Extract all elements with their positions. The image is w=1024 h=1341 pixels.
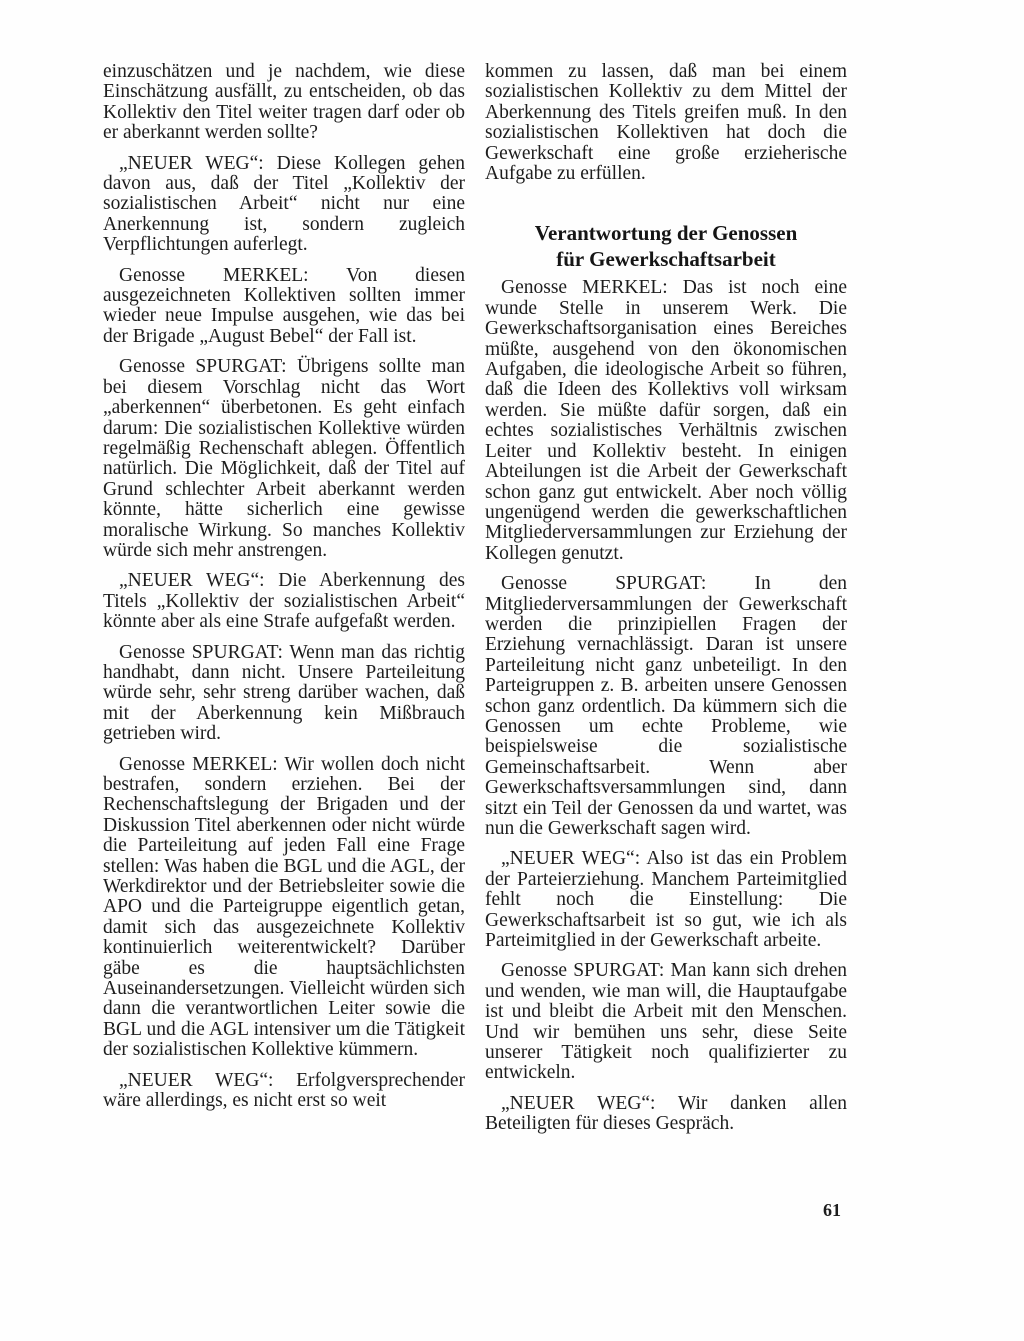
paragraph: „NEUER WEG“: Die Aberkennung des Titels „Kollektiv der sozialistischen Arbeit“ könnte aber als eine Strafe aufgefaßt werden.: [103, 570, 465, 633]
section-heading: [485, 220, 847, 272]
paragraph: Genosse SPURGAT: Übrigens sollte man bei diesem Vorschlag nicht das Wort „aberkennen“ überbetonen. Es geht einfach darum: Die sozialistischen Kollektive würden regelmäßig Rechenschaft ablegen. Öffentlich natürlich. Die Möglichkeit, daß der Titel auf Grund schlechter Arbeit aberkannt werden könnte, hätte sicherlich eine gewisse moralische Wirkung. So manches Kollektiv würde sich mehr anstrengen.: [103, 356, 465, 561]
paragraph: Genosse MERKEL: Das ist noch eine wunde Stelle in unserem Werk. Die Gewerkschaftsorganisation eines Bereiches müßte, ausgehend von den ökonomischen Aufgaben, die ideologische Arbeit so führen, daß die Ideen des Kollektivs voll wirksam werden. Sie müßte dafür sorgen, daß ein echtes sozialistisches Verhältnis zwischen Leiter und Kollektiv besteht. In einigen Abteilungen ist die Arbeit der Gewerkschaft schon ganz gut entwickelt. Aber noch völlig ungenügend werden die gewerkschaftlichen Mitgliederversammlungen zur Erziehung der Kollegen genutzt.: [485, 277, 847, 564]
paragraph: „NEUER WEG“: Diese Kollegen gehen davon aus, daß der Titel „Kollektiv der sozialistischen Arbeit“ nicht nur eine Anerkennung ist, sondern zugleich Verpflichtungen auferlegt.: [103, 152, 465, 256]
section-heading-line-2: für Gewerkschaftsarbeit: [556, 247, 776, 272]
paragraph: „NEUER WEG“: Wir danken allen Beteiligten für dieses Gespräch.: [485, 1092, 847, 1135]
paragraph-continued: einzuschätzen und je nachdem, wie diese Einschätzung ausfällt, zu entscheiden, ob das Kollektiv den Titel weiter tragen darf oder ob er aberkannt werden sollte?: [103, 61, 465, 144]
paragraph: Genosse MERKEL: Wir wollen doch nicht bestrafen, sondern erziehen. Bei der Rechenschaftslegung der Brigaden und der Diskussion Titel aberkennen oder nicht würde die Parteileitung auf jeden Fall eine Frage stellen: Was haben die BGL und die AGL, der Werkdirektor und der Betriebsleiter sowie die APO und die Parteigruppe eigentlich getan, damit sich das ausgezeichnete Kollektiv kontinuierlich weiterentwickelt? Darüber gäbe es die hauptsächlichsten Auseinandersetzungen. Vielleicht würden sich dann die verantwortlichen Leiter sowie die BGL und die AGL intensiver um die Tätigkeit der sozialistischen Kollektive kümmern.: [103, 753, 465, 1061]
paragraph: Genosse MERKEL: Von diesen ausgezeichneten Kollektiven sollten immer wieder neue Impulse ausgehen, wie das bei der Brigade „August Bebel“ der Fall ist.: [103, 264, 465, 347]
paragraph: Genosse SPURGAT: In den Mitgliederversammlungen der Gewerkschaft werden die prinzipiellen Fragen der Erziehung vernachlässigt. Daran ist unsere Parteileitung nicht ganz unbeteiligt. In den Parteigruppen z. B. arbeiten unsere Genossen schon ganz ordentlich. Da kümmern sich die Genossen um echte Probleme, wie beispielsweise die sozialistische Gemeinschaftsarbeit. Wenn aber Gewerkschaftsversammlungen sind, dann sitzt ein Teil der Genossen da und wartet, was nun die Gewerkschaft sagen wird.: [485, 573, 847, 839]
paragraph: Genosse SPURGAT: Wenn man das richtig handhabt, dann nicht. Unsere Parteileitung würde sehr, sehr streng darüber wachen, daß mit der Aberkennung kein Mißbrauch getrieben wird.: [103, 641, 465, 745]
right-column: [485, 62, 847, 1145]
paragraph: „NEUER WEG“: Erfolgversprechender wäre allerdings, es nicht erst so weit: [103, 1069, 465, 1112]
page-number: 61: [823, 1200, 841, 1220]
paragraph: „NEUER WEG“: Also ist das ein Problem der Parteierziehung. Manchem Parteimitglied fehlt noch die Einstellung: Die Gewerkschaftsarbeit ist so gut, wie ich als Parteimitglied in der Gewerkschaft arbeite.: [485, 848, 847, 952]
section-heading-line-1: Verantwortung der Genossen: [534, 221, 798, 246]
paragraph-continued: kommen zu lassen, daß man bei einem sozialistischen Kollektiv zu dem Mittel der Aberkennung des Titels greifen muß. In den sozialistischen Kollektiven hat doch die Gewerkschaft eine große erzieherische Aufgabe zu erfüllen.: [485, 61, 847, 185]
paragraph: Genosse SPURGAT: Man kann sich drehen und wenden, wie man will, die Hauptaufgabe ist und bleibt die Arbeit mit den Menschen. Und wir bemühen uns sehr, diese Seite unserer Tätigkeit noch qualifizierter zu entwickeln.: [485, 960, 847, 1084]
left-column: [103, 62, 465, 1122]
